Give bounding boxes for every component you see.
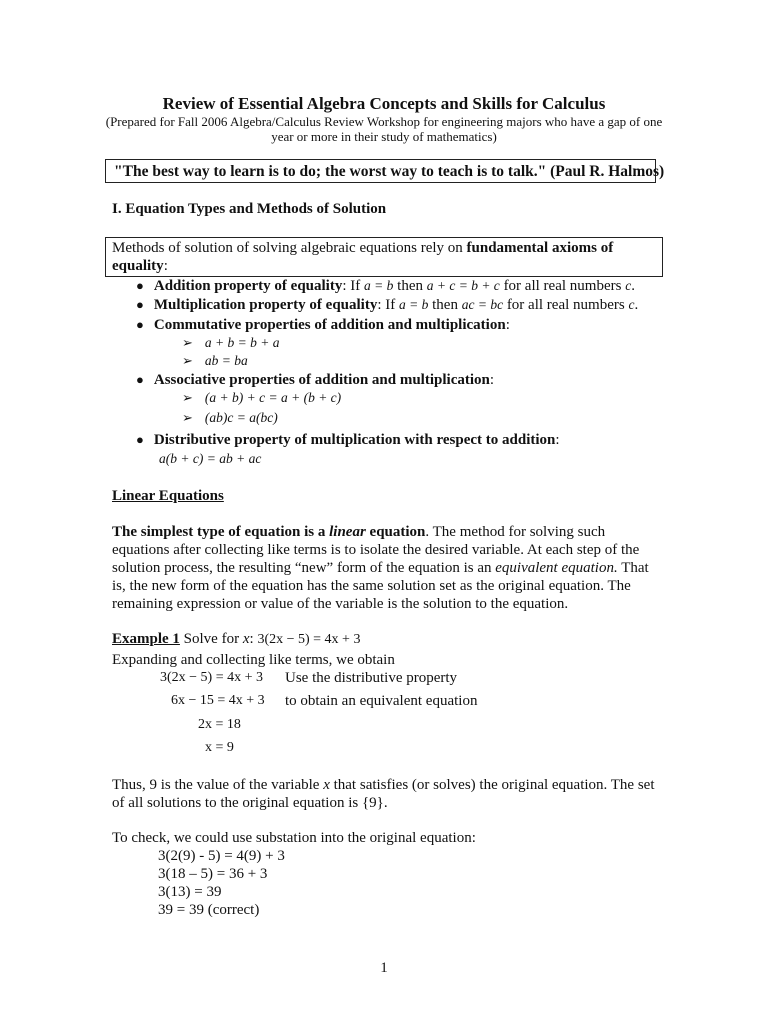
property-text: for all real numbers (499, 278, 626, 294)
property-text: : (489, 372, 495, 388)
methods-end: : (163, 258, 168, 274)
methods-box (105, 237, 663, 277)
para-bold-italic: linear (329, 524, 366, 540)
page-subtitle: (Prepared for Fall 2006 Algebra/Calculus Review Workshop for engineering majors who have a gap of one year or more in their study of mathematics) (105, 114, 663, 144)
math-expr: c (628, 297, 635, 312)
property-name: Distributive property of multiplication with respect to addition (153, 432, 556, 448)
solution-step: 6x − 15 = 4x + 3 (171, 693, 265, 708)
associative-item (182, 390, 341, 407)
para-italic: equivalent equation. (495, 560, 618, 576)
property-text: . (634, 297, 639, 313)
section-heading: I. Equation Types and Methods of Solution (112, 201, 387, 217)
property-text: . (631, 278, 635, 294)
property-name: Commutative properties of addition and multiplication (153, 317, 506, 333)
thus-paragraph (112, 776, 660, 812)
math-expr: ac = bc (461, 297, 504, 312)
math-expr: a + b = b + a (204, 335, 280, 350)
arrow-bullet-icon: ➢ (182, 410, 193, 425)
linear-paragraph (112, 523, 660, 613)
para-bold: The simplest type of equation is a (112, 524, 330, 540)
property-name: Multiplication property of equality (153, 297, 378, 313)
page-title: Review of Essential Algebra Concepts and Skills for Calculus (162, 94, 606, 113)
solution-step: 2x = 18 (198, 717, 241, 732)
property-text: : (555, 432, 560, 448)
bullet-icon: ● (136, 372, 144, 387)
math-expr: (ab)c = a(bc) (204, 410, 278, 425)
distributive-formula (159, 451, 261, 468)
solution-step: x = 9 (205, 740, 234, 755)
check-intro: To check, we could use substation into the original equation: (112, 830, 476, 846)
property-text: : If (342, 278, 365, 294)
property-multiplication (136, 297, 638, 314)
math-expr: c (625, 278, 632, 293)
example-text: : (249, 631, 258, 647)
property-distributive (136, 432, 560, 449)
example-text: Solve for (179, 631, 243, 647)
linear-heading: Linear Equations (112, 488, 224, 504)
example-label: Example 1 (112, 631, 180, 647)
solution-note: Use the distributive property (285, 670, 458, 686)
para-text: . The method for solving such equations after collecting like terms is to isolate the desired variable. At each step of the solution process, the resulting “new” form of the equation is an (112, 524, 640, 576)
property-text: then (428, 297, 462, 313)
check-line: 39 = 39 (correct) (158, 902, 260, 918)
math-expr: ab = ba (204, 353, 248, 368)
para-text: Thus, 9 is the value of the variable (112, 777, 324, 793)
expanding-text: Expanding and collecting like terms, we obtain (112, 652, 395, 668)
property-text: : (505, 317, 510, 333)
property-text: : If (377, 297, 400, 313)
bullet-icon: ● (136, 278, 144, 293)
arrow-bullet-icon: ➢ (182, 335, 193, 350)
page-number: 1 (380, 960, 388, 976)
math-expr: a = b (364, 278, 394, 293)
check-line: 3(13) = 39 (158, 884, 222, 900)
bullet-icon: ● (136, 297, 144, 312)
property-commutative (136, 317, 510, 334)
para-bold: equation (365, 524, 426, 540)
property-text: for all real numbers (503, 297, 629, 313)
para-italic: x (323, 777, 330, 793)
property-name: Addition property of equality (153, 278, 343, 294)
commutative-item (182, 353, 248, 370)
solution-note: to obtain an equivalent equation (285, 693, 478, 709)
solution-step: 3(2x − 5) = 4x + 3 (160, 670, 264, 685)
quote-box: "The best way to learn is to do; the worst way to teach is to talk." (Paul R. Halmos) (105, 159, 656, 183)
math-expr: a = b (399, 297, 429, 312)
bullet-icon: ● (136, 432, 144, 447)
methods-intro: Methods of solution of solving algebraic equations rely on (112, 240, 467, 256)
property-text: then (393, 278, 427, 294)
math-expr: a(b + c) = ab + ac (159, 451, 262, 466)
para-text: That is, the new form of the equation has the same solution set as the original equation. The remaining expression or value of the variable is the solution to the equation. (112, 560, 649, 612)
para-text: that satisfies (or solves) the original equation. The set of all solutions to the original equation is {9}. (112, 777, 655, 811)
example-equation: 3(2x − 5) = 4x + 3 (257, 632, 361, 647)
associative-item (182, 410, 278, 427)
math-expr: a + c = b + c (426, 278, 500, 293)
bullet-icon: ● (136, 317, 144, 332)
arrow-bullet-icon: ➢ (182, 353, 193, 368)
commutative-item (182, 335, 280, 352)
check-line: 3(2(9) - 5) = 4(9) + 3 (158, 848, 285, 864)
property-associative (136, 372, 494, 389)
arrow-bullet-icon: ➢ (182, 390, 193, 405)
example-1-line (112, 631, 360, 648)
example-var: x (242, 631, 250, 647)
property-addition (136, 278, 635, 295)
property-name: Associative properties of addition and multiplication (153, 372, 490, 388)
methods-bold: fundamental axioms of equality (112, 240, 614, 274)
check-line: 3(18 – 5) = 36 + 3 (158, 866, 268, 882)
math-expr: (a + b) + c = a + (b + c) (204, 390, 342, 405)
